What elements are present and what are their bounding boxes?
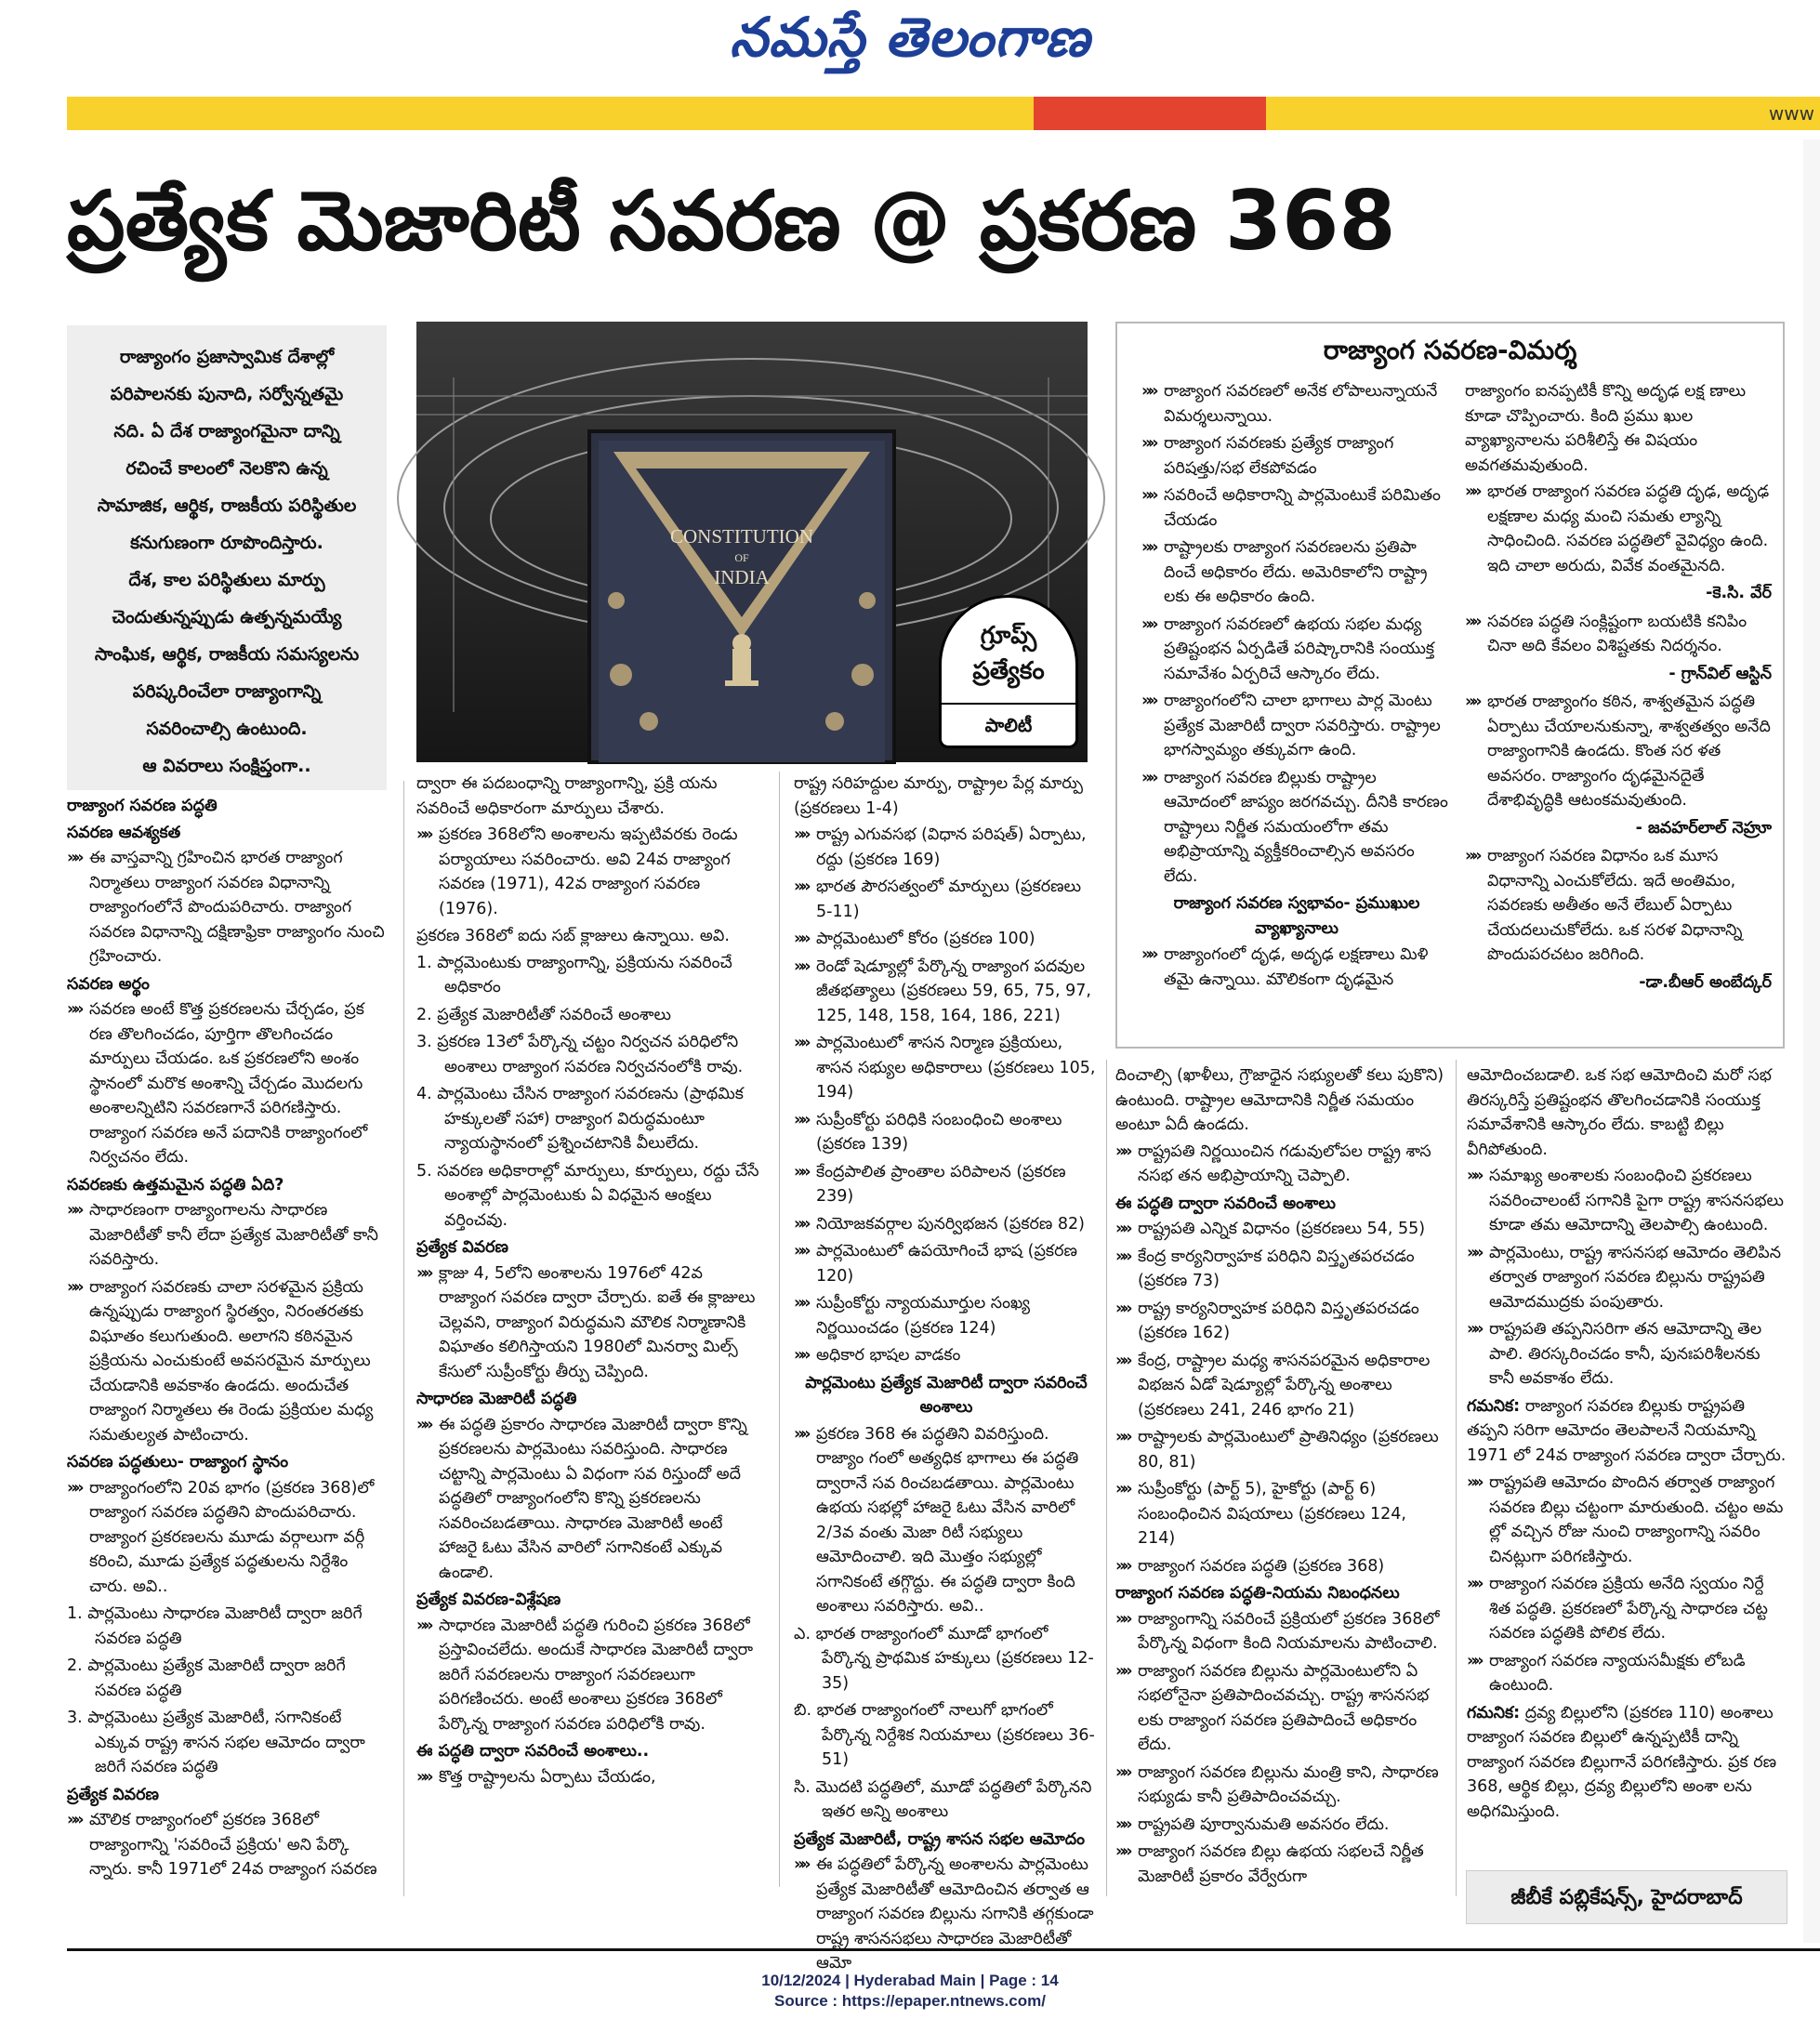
bullet-item: »» రాష్ట్రపతి నిర్ణయించిన గడువులోపల రాష్ట్ర శాస నసభ తన అభిప్రాయాన్ని చెప్పాలి. [1115, 1140, 1446, 1189]
bullet-item: »» రాజ్యాంగంలోని చాలా భాగాలు పార్ల మెంటు ప్రత్యేక మెజారిటీ ద్వారా సవరిస్తారు. రాష్ట్రాల భాగస్వామ్యం తక్కువగా ఉంది. [1141, 689, 1452, 763]
bullet-item: »» క్లాజు 4, 5లోని అంశాలను 1976లో 42వ రాజ్యాంగ సవరణ ద్వారా చేర్చారు. ఐతే ఈ క్లాజులు చెల్లవని, రాజ్యాంగ విరుద్ధమని మౌలిక నిర్మాణానికి విఘాతం కలిగిస్తాయని 1980లో మినర్వా మిల్స్ కేసులో సుప్రీంకోర్టు తీర్పు చెప్పింది. [416, 1261, 760, 1385]
masthead [0, 6, 1820, 83]
lead-line: కనుగుణంగా రూపొందిస్తారు. [130, 533, 323, 553]
section-heading: ఈ పద్ధతి ద్వారా సవరించే అంశాలు.. [416, 1742, 650, 1761]
note-label: గమనిక: [1467, 1703, 1521, 1722]
bullet-item: »» రాజ్యాంగ సవరణలో అనేక లోపాలున్నాయనే విమర్శలున్నాయి. [1141, 379, 1452, 429]
book-title-line3: INDIA [714, 566, 770, 588]
note-paragraph [1467, 1701, 1788, 1825]
numbered-item: 2. ప్రత్యేక మెజారిటీతో సవరించే అంశాలు [416, 1005, 671, 1024]
bullet-item: »» రాజ్యాంగ సవరణ బిల్లుకు రాష్ట్రాల ఆమోదంలో జాప్యం జరగవచ్చు. దీనికి కారణం రాష్ట్రాలు నిర్ణీత సమయంలోగా తమ అభిప్రాయాన్ని వ్యక్తీకరించాల్సిన అవసరం లేదు. [1141, 766, 1452, 890]
bullet-item: »» రాజ్యాంగంలో దృఢ, అదృఢ లక్షణాలు మిళి తమై ఉన్నాయి. మౌలికంగా దృఢమైన [1141, 943, 1452, 992]
bullet-item: »» సవరణ అంటే కొత్త ప్రకరణలను చేర్చడం, ప్రక రణ తొలగించడం, పూర్తిగా తొలగించడం మార్పులు చేయడం. ఒక ప్రకరణలోని అంశం స్థానంలో మరొక అంశాన్ని చేర్చడం మొదలగు అంశాలన్నిటిని సవరణగానే పరిగణిస్తారు. రాజ్యాంగ సవరణ అనే పదానికి రాజ్యాంగంలో నిర్వచనం లేదు. [67, 997, 390, 1170]
section-heading: ఈ పద్ధతి ద్వారా సవరించే అంశాలు [1115, 1194, 1336, 1213]
masthead-title: నమస్తే తెలంగాణ [730, 6, 1090, 69]
quote-attribution: -కె.సి. వేర్ [1706, 584, 1772, 602]
numbered-item: 2. పార్లమెంటు ప్రత్యేక మెజారిటీ ద్వారా జరిగే సవరణ పద్ధతి [67, 1656, 346, 1700]
bullet-item: »» రాజ్యాంగ సవరణ బిల్లు ఉభయ సభలచే నిర్ణీత మెజారిటీ ప్రకారం వేర్వేరుగా [1115, 1840, 1446, 1889]
bullet-item: »» రాజ్యాంగ సవరణ న్యాయసమీక్షకు లోబడి ఉంటుంది. [1467, 1649, 1788, 1698]
bullet-item: »» పార్లమెంటులో శాసన నిర్మాణ ప్రక్రియలు, శాసన సభ్యుల అధికారాలు (ప్రకరణలు 105, 194) [794, 1031, 1099, 1105]
numbered-item: 3. పార్లమెంటు ప్రత్యేక మెజారిటీ, సగానికంటే ఎక్కువ రాష్ట్ర శాసన సభల ఆమోదం ద్వారా జరిగే సవరణ పద్ధతి [67, 1709, 365, 1776]
paragraph: దించాల్సి (ఖాళీలు, గ్రౌజాధైన సభ్యులతో కలు పుకొని) ఉంటుంది. రాష్ట్రాల ఆమోదానికి నిర్ణీత సమయం అంటూ ఏదీ ఉండదు. [1115, 1066, 1444, 1134]
badge-line3: పాలిటీ [942, 703, 1075, 746]
bullet-item: »» సవరణ పద్ధతి సంక్లిష్టంగా బయటికి కనిపిం చినా అది కేవలం విశిష్టతకు నిదర్శనం. [1465, 610, 1772, 659]
lead-line: పరిష్కరించేలా రాజ్యాంగాన్ని [132, 681, 322, 702]
column-divider [1106, 1060, 1107, 1896]
numbered-item: 1. పార్లమెంటుకు రాజ్యాంగాన్ని, ప్రక్రియను సవరించే అధికారం [416, 953, 732, 996]
bullet-item: »» మౌలిక రాజ్యాంగంలో ప్రకరణ 368లో రాజ్యాంగాన్ని 'సవరించే ప్రక్రియ' అని పేర్కొ న్నారు. కానీ 1971లో 24వ రాజ్యాంగ సవరణ [67, 1808, 390, 1882]
bullet-item: »» రాజ్యాంగంలోని 20వ భాగం (ప్రకరణ 368)లో రాజ్యాంగ సవరణ పద్ధతిని పొందుపరిచారు. రాజ్యాంగ ప్రకరణలను మూడు వర్గాలుగా వర్గీ కరించి, మూడు ప్రత్యేక పద్ధతులను నిర్దేశిం చారు. అవి.. [67, 1476, 390, 1600]
page-footer [0, 1971, 1820, 2012]
note-paragraph [1467, 1394, 1788, 1469]
bullet-item: »» కేంద్ర, రాష్ట్రాల మధ్య శాసనపరమైన అధికారాల విభజన ఏడో షెడ్యూల్లో పేర్కొన్న అంశాలు (ప్రకరణలు 241, 246 భాగం 21) [1115, 1349, 1446, 1423]
bullet-item: »» రాష్ట్రాలకు రాజ్యాంగ సవరణలను ప్రతిపా దించే అధికారం లేదు. అమెరికాలోని రాష్ట్రా లకు ఈ అధికారం ఉంది. [1141, 535, 1452, 610]
paragraph: ప్రకరణ 368లో ఐదు సబ్ క్లాజులు ఉన్నాయి. అవి. [416, 927, 730, 945]
paragraph: ద్వారా ఈ పదబంధాన్ని రాజ్యాంగాన్ని, ప్రక్రి యను సవరించే అధికారంగా మార్పులు చేశారు. [416, 774, 718, 818]
lead-line: రాజ్యాంగం ప్రజాస్వామిక దేశాల్లో [119, 347, 335, 367]
bullet-item: »» రాజ్యాంగ సవరణ పద్ధతి (ప్రకరణ 368) [1115, 1554, 1446, 1579]
bullet-item: »» సుప్రీంకోర్టు పరిధికి సంబంధించి అంశాలు (ప్రకరణ 139) [794, 1108, 1099, 1157]
criticism-right-column [1465, 379, 1772, 1041]
bullet-item: »» ఈ వాస్తవాన్ని గ్రహించిన భారత రాజ్యాంగ నిర్మాతలు రాజ్యాంగ సవరణ విధానాన్ని రాజ్యాంగంలోనే పొందుపరిచారు. రాజ్యాంగ సవరణ విధానాన్ని దక్షిణాఫ్రికా రాజ్యాంగం నుంచి గ్రహించారు. [67, 846, 390, 970]
bullet-item: »» రాజ్యాంగ సవరణకు చాలా సరళమైన ప్రక్రియ ఉన్నప్పుడు రాజ్యాంగ స్థిరత్వం, నిరంతరతకు విఘాతం కలుగుతుంది. అలాగని కఠినమైన ప్రక్రియను ఎంచుకుంటే అవసరమైన మార్పులు చేయడానికి అవకాశం ఉండదు. అందుచేత రాజ్యాంగ నిర్మాతలు ఈ రెండు ప్రక్రియల మధ్య సమతుల్యత పాటించారు. [67, 1275, 390, 1448]
band-red-block [1034, 97, 1266, 130]
bullet-item: »» రాజ్యాంగ సవరణ బిల్లును పార్లమెంటులోని ఏ సభలోనైనా ప్రతిపాదించవచ్చు. రాష్ట్ర శాసనసభ లకు రాజ్యాంగ సవరణ ప్రతిపాదించే అధికారం లేదు. [1115, 1659, 1446, 1758]
numbered-item: బి. భారత రాజ్యాంగంలో నాలుగో భాగంలో పేర్కొన్న నిర్దేశిక నియమాలు (ప్రకరణలు 36-51) [794, 1701, 1095, 1769]
section-heading: ప్రత్యేక వివరణ [67, 1785, 159, 1804]
bullet-item: »» అధికార భాషల వాడకం [794, 1343, 1099, 1368]
criticism-box-title: రాజ్యాంగ సవరణ-విమర్శ [1323, 335, 1577, 365]
section-heading: రాజ్యాంగ సవరణ పద్ధతి [67, 797, 218, 815]
bullet-item: »» కేంద్రపాలిత ప్రాంతాల పరిపాలన (ప్రకరణ 239) [794, 1160, 1099, 1209]
bullet-item: »» భారత రాజ్యాంగం కఠిన, శాశ్వతమైన పద్ధతి ఏర్పాటు చేయాలనుకున్నా, శాశ్వతత్వం అనేది రాజ్యాంగానికి ఉండదు. కొంత సర ళత అవసరం. రాజ్యాంగం దృఢమైనదైతే దేశాభివృద్ధికి ఆటంకమవుతుంది. [1465, 690, 1772, 813]
lead-line: చెందుతున్నప్పుడు ఉత్పన్నమయ్యే [112, 607, 342, 627]
bullet-item: »» రాష్ట్ర కార్యనిర్వాహక పరిధిని విస్తృతపరచడం (ప్రకరణ 162) [1115, 1297, 1446, 1346]
note-label: గమనిక: [1467, 1396, 1521, 1416]
quote-attribution: -డా.బీఆర్ అంబేద్కర్ [1639, 972, 1772, 992]
article-column-3 [794, 772, 1099, 1973]
numbered-item: 5. సవరణ అధికారాల్లో మార్పులు, కూర్పులు, రద్దు చేసే అంశాల్లో పార్లమెంటుకు ఏ విధమైన ఆంక్షలు వర్తించవు. [416, 1161, 759, 1230]
section-heading: సవరణ అర్థం [67, 974, 150, 994]
bullet-item: »» సాధారణ మెజారిటీ పద్ధతి గురించి ప్రకరణ 368లో ప్రస్తావించలేదు. అందుకే సాధారణ మెజారిటీ ద్వారా జరిగే సవరణలను రాజ్యాంగ సవరణలుగా పరిగణించరు. అంటే అంశాలు ప్రకరణ 368లో పేర్కొన్న రాజ్యాంగ సవరణ పరిధిలోకి రావు. [416, 1614, 760, 1737]
bullet-item: »» రాజ్యాంగాన్ని సవరించే ప్రక్రియలో ప్రకరణ 368లో పేర్కొన్న విధంగా కింది నియమాలను పాటించాలి. [1115, 1607, 1446, 1656]
bullet-item: »» సమాఖ్య అంశాలకు సంబంధించి ప్రకరణలు సవరించాలంటే సగానికి పైగా రాష్ట్ర శాసనసభలు కూడా తమ ఆమోదాన్ని తెలపాల్సి ఉంటుంది. [1467, 1164, 1788, 1238]
bullet-item: »» సాధారణంగా రాజ్యాంగాలను సాధారణ మెజారిటీతో కానీ లేదా ప్రత్యేక మెజారిటీతో కానీ సవరిస్తారు. [67, 1198, 390, 1273]
numbered-item: సి. మొదటి పద్ధతిలో, మూడో పద్ధతిలో పేర్కొనని ఇతర అన్ని అంశాలు [794, 1777, 1092, 1821]
column-divider [779, 772, 780, 1887]
article-column-1 [67, 792, 390, 1884]
bullet-item: »» కొత్త రాష్ట్రాలను ఏర్పాటు చేయడం, [416, 1765, 760, 1790]
bullet-item: »» రాజ్యాంగ సవరణకు ప్రత్యేక రాజ్యాంగ పరిషత్తు/సభ లేకపోవడం [1141, 431, 1452, 481]
bullet-item: »» కేంద్ర కార్యనిర్వాహక పరిధిని విస్తృతపరచడం (ప్రకరణ 73) [1115, 1245, 1446, 1294]
bullet-item: »» రాష్ట్రపతి పూర్వానుమతి అవసరం లేదు. [1115, 1813, 1446, 1838]
bullet-item: »» సుప్రీంకోర్టు న్యాయమూర్తుల సంఖ్య నిర్ణయించడం (ప్రకరణ 124) [794, 1291, 1099, 1340]
center-heading: పార్లమెంటు ప్రత్యేక మెజారిటీ ద్వారా సవరించే అంశాలు [805, 1373, 1088, 1417]
lead-line: రచించే కాలంలో నెలకొని ఉన్న [125, 458, 328, 479]
top-color-band [67, 97, 1820, 130]
lead-line: సామాజిక, ఆర్థిక, రాజకీయ పరిస్థితుల [97, 495, 357, 516]
center-heading: రాజ్యాంగ సవరణ స్వభావం- ప్రముఖుల వ్యాఖ్యానాలు [1173, 894, 1420, 938]
bullet-item: »» పార్లమెంటులో ఉపయోగించే భాష (ప్రకరణ 120) [794, 1239, 1099, 1288]
bullet-item: »» సవరించే అధికారాన్ని పార్లమెంటుకే పరిమితం చేయడం [1141, 483, 1452, 533]
criticism-box [1115, 322, 1785, 1049]
article-column-2 [416, 772, 760, 1887]
lead-line: సవరించాల్సి ఉంటుంది. [146, 719, 308, 739]
bullet-item: »» రాష్ట్ర ఎగువసభ (విధాన పరిషత్) ఏర్పాటు, రద్దు (ప్రకరణ 169) [794, 823, 1099, 872]
page-headline: ప్రత్యేక మెజారిటీ సవరణ @ ప్రకరణ 368 [67, 173, 1396, 269]
bullet-item: »» రాజ్యాంగ సవరణలో ఉభయ సభల మధ్య ప్రతిష్టంభన ఏర్పడితే పరిష్కారానికి సంయుక్త సమావేశం ఏర్పరిచే ఆస్కారం లేదు. [1141, 613, 1452, 687]
section-heading: సవరణకు ఉత్తమమైన పద్ధతి ఏది? [67, 1175, 284, 1194]
bullet-item: »» పార్లమెంటులో కోరం (ప్రకరణ 100) [794, 927, 1099, 952]
adjacent-page-edge [1803, 139, 1820, 1943]
numbered-item: ఎ. భారత రాజ్యాంగంలో మూడో భాగంలో పేర్కొన్న ప్రాథమిక హక్కులు (ప్రకరణలు 12-35) [794, 1624, 1094, 1693]
footer-source: Source : https://epaper.ntnews.com/ [774, 1992, 1046, 2010]
bullet-item: »» సుప్రీంకోర్టు (పార్ట్ 5), హైకోర్టు (పార్ట్ 6) సంబంధించిన విషయాలు (ప్రకరణలు 124, 214) [1115, 1477, 1446, 1551]
section-heading: రాజ్యాంగ సవరణ పద్ధతి-నియమ నిబంధనలు [1115, 1584, 1400, 1603]
numbered-item: 3. ప్రకరణ 13లో పేర్కొన్న చట్టం నిర్వచన పరిధిలోని అంశాలు రాజ్యాంగ సవరణ నిర్వచనంలోకి రావు. [416, 1033, 744, 1076]
bullet-item: »» నియోజకవర్గాల పునర్విభజన (ప్రకరణ 82) [794, 1212, 1099, 1237]
section-heading: సవరణ ఆవశ్యకత [67, 823, 181, 842]
bullet-item: »» ఈ పద్ధతిలో పేర్కొన్న అంశాలను పార్లమెంటు ప్రత్యేక మెజారిటీతో ఆమోదించిన తర్వాత ఆ రాజ్యాంగ సవరణ బిల్లును సగానికి తగ్గకుండా రాష్ట్ర శాసనసభలు సాధారణ మెజారిటీతో ఆమో [794, 1853, 1099, 1976]
bullet-item: »» రాజ్యాంగ సవరణ ప్రక్రియ అనేది స్వయం నిర్దే శిత పద్ధతి. ప్రకరణలో పేర్కొన్న సాధారణ చట్ట సవరణ పద్ధతికి పోలిక లేదు. [1467, 1572, 1788, 1646]
quote-attribution: - గ్రాన్‌విల్ ఆస్టిన్ [1668, 664, 1772, 683]
lead-intro-box [67, 325, 387, 790]
bottom-rule [67, 1948, 1820, 1951]
badge-line1: గ్రూప్స్ [980, 622, 1037, 650]
bullet-item: »» ప్రకరణ 368లోని అంశాలను ఇప్పటివరకు రెండు పర్యాయాలు సవరించారు. అవి 24వ రాజ్యాంగ సవరణ (1971), 42వ రాజ్యాంగ సవరణ (1976). [416, 823, 760, 921]
groups-special-badge [939, 595, 1078, 748]
footer-edition: 10/12/2024 | Hyderabad Main | Page : 14 [761, 1972, 1059, 1989]
lead-line: దేశ, కాల పరిస్థితులు మార్పు [128, 570, 325, 590]
section-heading: ప్రత్యేక వివరణ-విశ్లేషణ [416, 1590, 561, 1609]
criticism-left-column [1141, 379, 1452, 1041]
note-text: రాజ్యాంగ సవరణ బిల్లుకు రాష్ట్రపతి తప్పని సరిగా ఆమోదం తెలపాలనే నియమాన్ని 1971 లో 24వ రాజ్యాంగ సవరణ ద్వారా చేర్చారు. [1467, 1396, 1787, 1465]
section-heading: సాధారణ మెజారిటీ పద్ధతి [416, 1390, 577, 1408]
note-text: ద్రవ్య బిల్లులోని (ప్రకరణ 110) అంశాలు రాజ్యాంగ సవరణ బిల్లులో ఉన్నప్పటికీ దాన్ని రాజ్యాంగ సవరణ బిల్లుగానే పరిగణిస్తారు. ప్రక రణ 368, ఆర్థిక బిల్లు, ద్రవ్య బిల్లులోని అంశా లను అధిగమిస్తుంది. [1467, 1703, 1777, 1821]
badge-line2: ప్రత్యేకం [972, 657, 1045, 685]
paragraph: ఆమోదించబడాలి. ఒక సభ ఆమోదించి మరో సభ తిరస్కరిస్తే ప్రతిష్టంభన తొలగించడానికి సంయుక్త సమావేశానికి ఆస్కారం లేదు. కాబట్టి బిల్లు వీగిపోతుంది. [1467, 1066, 1772, 1159]
article-column-4 [1115, 1063, 1446, 1900]
bullet-item: »» రాష్ట్రాలకు పార్లమెంటులో ప్రాతినిధ్యం (ప్రకరణలు 80, 81) [1115, 1425, 1446, 1474]
article-column-5 [1467, 1063, 1788, 1863]
bullet-item: »» రాష్ట్రపతి తప్పనిసరిగా తన ఆమోదాన్ని తెల పాలి. తిరస్కరించడం కానీ, పునఃపరిశీలనకు కానీ అవకాశం లేదు. [1467, 1317, 1788, 1392]
band-text: www [1768, 102, 1814, 125]
book-title-line2: OF [734, 551, 749, 564]
numbered-item: 4. పార్లమెంటు చేసిన రాజ్యాంగ సవరణను (ప్రాథమిక హక్కులతో సహా) రాజ్యాంగ విరుద్ధమంటూ న్యాయస్థానంలో ప్రశ్నించటానికి వీలులేదు. [416, 1085, 744, 1153]
lead-line: నది. ఏ దేశ రాజ్యాంగమైనా దాన్ని [113, 421, 340, 442]
bullet-item: »» రాజ్యాంగ సవరణ బిల్లును మంత్రి కాని, సాధారణ సభ్యుడు కానీ ప్రతిపాదించవచ్చు. [1115, 1761, 1446, 1810]
bullet-item: »» రాజ్యాంగ సవరణ విధానం ఒక మూస విధానాన్ని ఎంచుకోలేదు. ఇదే అంతిమం, సవరణకు అతీతం అనే లేబుల్ ఏర్పాటు చేయదలుచుకోలేదు. ఒక సరళ విధానాన్ని పొందుపరచటం జరిగింది. [1465, 844, 1772, 968]
book-title-line1: CONSTITUTION [670, 525, 813, 548]
column-divider [1456, 1060, 1457, 1896]
lead-line: పరిపాలనకు పునాది, సర్వోన్నతమై [110, 384, 344, 404]
paragraph: రాష్ట్ర సరిహద్దుల మార్పు, రాష్ట్రాల పేర్ల మార్పు (ప్రకరణలు 1-4) [794, 774, 1083, 818]
column-divider [403, 781, 404, 1896]
publisher-credit: జీబీకే పబ్లికేషన్స్, హైదరాబాద్ [1466, 1870, 1787, 1924]
section-heading: సవరణ పద్ధతులు- రాజ్యాంగ స్థానం [67, 1453, 289, 1471]
bullet-item: »» రాష్ట్రపతి ఎన్నిక విధానం (ప్రకరణలు 54, 55) [1115, 1217, 1446, 1242]
quote-attribution: - జవహర్‌లాల్ నెహ్రూ [1635, 818, 1772, 838]
lead-line: సాంఘిక, ఆర్థిక, రాజకీయ సమస్యలను [94, 644, 360, 665]
bullet-item: »» ప్రకరణ 368 ఈ పద్ధతిని వివరిస్తుంది. రాజ్యాం గంలో అత్యధిక భాగాలు ఈ పద్ధతి ద్వారానే సవ రించబడతాయి. పార్లమెంటు ఉభయ సభల్లో హాజరై ఓటు వేసిన వారిలో 2/3వ వంతు మెజా రిటీ సభ్యులు ఆమోదించాలి. ఇది మొత్తం సభ్యుల్లో సగానికంటే తగ్గొద్దు. ఈ పద్ధతి ద్వారా కింది అంశాలు సవరిస్తారు. అవి.. [794, 1422, 1099, 1619]
bullet-item: »» ఈ పద్ధతి ప్రకారం సాధారణ మెజారిటీ ద్వారా కొన్ని ప్రకరణలను పార్లమెంటు సవరిస్తుంది. సాధారణ చట్టాన్ని పార్లమెంటు ఏ విధంగా సవ రిస్తుందో అదే పద్ధతిలో రాజ్యాంగంలోని కొన్ని ప్రకరణలను సవరించబడతాయి. సాధారణ మెజారిటీ అంటే హాజరై ఓటు వేసిన వారిలో సగానికంటే ఎక్కువ ఉండాలి. [416, 1413, 760, 1586]
section-heading: ప్రత్యేక వివరణ [416, 1238, 508, 1257]
section-heading: ప్రత్యేక మెజారిటీ, రాష్ట్ర శాసన సభల ఆమోదం [794, 1829, 1085, 1849]
bullet-item: »» భారత పౌరసత్వంలో మార్పులు (ప్రకరణలు 5-11) [794, 875, 1099, 924]
bullet-item: »» రాష్ట్రపతి ఆమోదం పొందిన తర్వాత రాజ్యాంగ సవరణ బిల్లు చట్టంగా మారుతుంది. చట్టం అమ ల్లో వచ్చిన రోజు నుంచి రాజ్యాంగాన్ని సవరిం చినట్లుగా పరిగణిస్తారు. [1467, 1471, 1788, 1569]
bullet-item: »» పార్లమెంటు, రాష్ట్ర శాసనసభ ఆమోదం తెలిపిన తర్వాత రాజ్యాంగ సవరణ బిల్లును రాష్ట్రపతి ఆమోదముద్రకు పంపుతారు. [1467, 1241, 1788, 1315]
numbered-item: 1. పార్లమెంటు సాధారణ మెజారిటీ ద్వారా జరిగే సవరణ పద్ధతి [67, 1604, 363, 1648]
bullet-item: »» రెండో షెడ్యూల్లో పేర్కొన్న రాజ్యాంగ పదవుల జీతభత్యాలు (ప్రకరణలు 59, 65, 75, 97, 125, 148, 158, 164, 186, 221) [794, 955, 1099, 1029]
paragraph: రాజ్యాంగం ఐనప్పటికీ కొన్ని అదృఢ లక్ష ణాలు కూడా చొప్పించారు. కింది ప్రము ఖుల వ్యాఖ్యానాలను పరిశీలిస్తే ఈ విషయం అవగతమవుతుంది. [1465, 382, 1747, 475]
lead-line: ఆ వివరాలు సంక్షిప్తంగా.. [142, 756, 311, 776]
bullet-item: »» భారత రాజ్యాంగ సవరణ పద్ధతి దృఢ, అదృఢ లక్షణాల మధ్య మంచి సమతు ల్యాన్ని సాధించింది. సవరణ పద్ధతిలో వైవిధ్యం ఉంది. ఇది చాలా అరుదు, వివేక వంతమైనది. [1465, 480, 1772, 578]
